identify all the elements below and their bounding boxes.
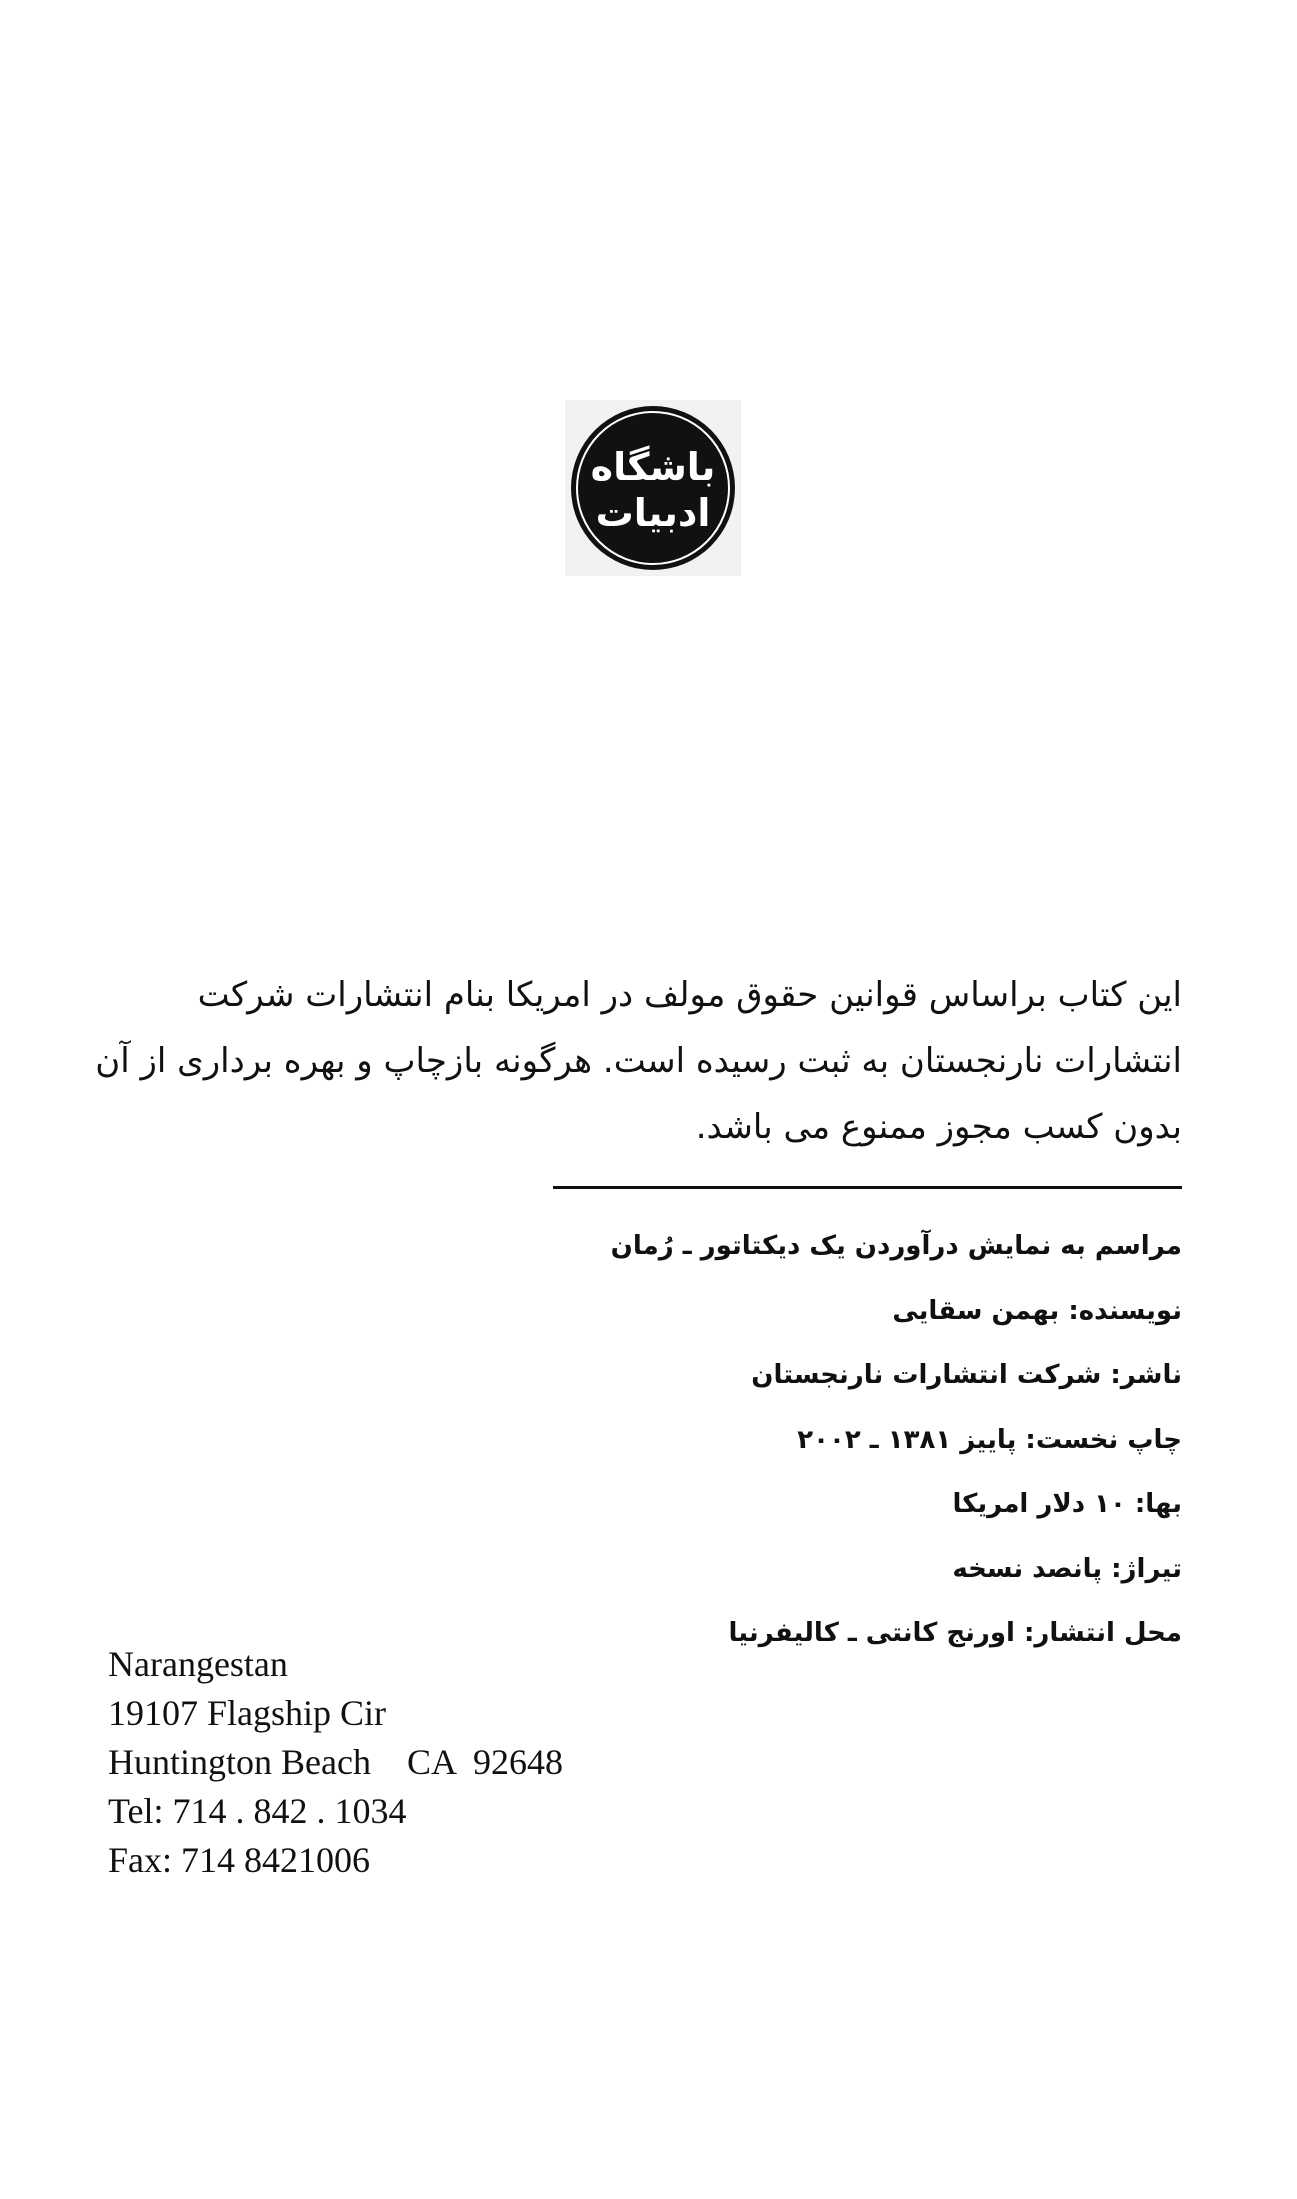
copyright-notice (95, 962, 1182, 1160)
address-name: Narangestan (108, 1644, 288, 1684)
book-details (500, 1214, 1182, 1666)
price-row (500, 1472, 1182, 1537)
publisher-label: ناشر: (1101, 1360, 1182, 1390)
address-city: Huntington Beach CA 92648 (108, 1742, 563, 1782)
divider-line (553, 1186, 1182, 1189)
price-value: ۱۰ دلار امریکا (952, 1489, 1126, 1519)
publisher-value: شرکت انتشارات نارنجستان (751, 1360, 1102, 1390)
address-street: 19107 Flagship Cir (108, 1693, 387, 1733)
price-label: بها: (1125, 1489, 1182, 1519)
logo-text-line2: ادبیات (595, 491, 711, 535)
first-print-label: چاپ نخست: (1016, 1424, 1182, 1455)
copyright-line: این کتاب براساس قوانین حقوق مولف در امریکا بنام انتشارات شرکت (197, 975, 1182, 1015)
circulation-value: پانصد نسخه (952, 1553, 1103, 1584)
address-fax: Fax: 714 8421006 (108, 1840, 371, 1880)
logo-text-line1: باشگاه (590, 445, 716, 489)
author-row (500, 1279, 1182, 1344)
circulation-row (500, 1537, 1182, 1602)
first-print-row (500, 1408, 1182, 1473)
circulation-label: تیراژ: (1102, 1553, 1182, 1584)
publisher-logo (565, 400, 741, 576)
author-value: بهمن سقایی (892, 1295, 1060, 1326)
place-label: محل انتشار: (1014, 1618, 1182, 1648)
place-value: اورنج کانتی ـ کالیفرنیا (728, 1618, 1015, 1648)
publisher-row (500, 1343, 1182, 1408)
address-tel: Tel: 714 . 842 . 1034 (108, 1791, 407, 1831)
publisher-address (108, 1640, 808, 1885)
book-title: مراسم به نمایش درآوردن یک دیکتاتور ـ رُمان (610, 1231, 1182, 1261)
first-print-value: پاییز ۱۳۸۱ ـ ۲۰۰۲ (797, 1424, 1017, 1455)
copyright-line: بدون کسب مجوز ممنوع می باشد. (695, 1107, 1182, 1147)
copyright-line: انتشارات نارنجستان به ثبت رسیده است. هرگونه بازچاپ و بهره برداری از آن (95, 1041, 1182, 1081)
author-label: نویسنده: (1059, 1295, 1182, 1326)
